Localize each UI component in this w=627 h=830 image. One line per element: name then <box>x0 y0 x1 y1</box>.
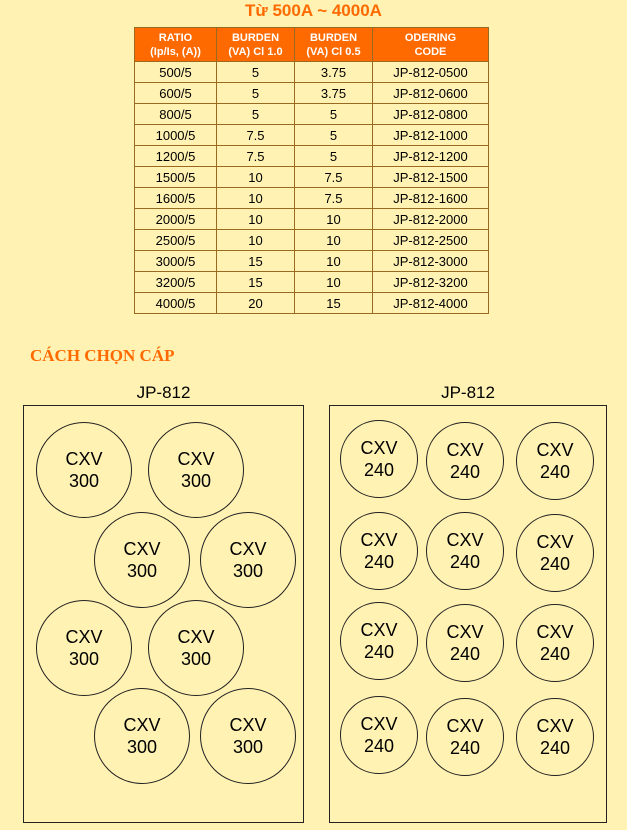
cell-burden-cl05: 5 <box>295 146 373 167</box>
cell-burden-cl10: 5 <box>217 62 295 83</box>
cable-size-label: 240 <box>539 554 571 574</box>
right-cable-circle <box>340 602 418 680</box>
cell-ordering-code: JP-812-4000 <box>373 293 489 314</box>
cable-type-label: CXV <box>65 627 103 647</box>
cable-type-label: CXV <box>536 622 574 642</box>
cell-burden-cl05: 10 <box>295 209 373 230</box>
table-row <box>135 146 489 167</box>
table-row <box>135 251 489 272</box>
cell-burden-cl10: 5 <box>217 104 295 125</box>
right-cable-circle <box>426 422 504 500</box>
cable-size-label: 300 <box>232 561 264 581</box>
cell-burden-cl05: 3.75 <box>295 62 373 83</box>
right-cable-circle <box>426 698 504 776</box>
right-cable-circle <box>426 512 504 590</box>
cell-burden-cl05: 3.75 <box>295 83 373 104</box>
cable-size-label: 240 <box>363 736 395 756</box>
cell-ratio: 4000/5 <box>135 293 217 314</box>
cable-type-label: CXV <box>446 440 484 460</box>
cell-ordering-code: JP-812-0600 <box>373 83 489 104</box>
cable-type-label: CXV <box>229 715 267 735</box>
table-header-row <box>135 28 489 62</box>
left-cable-circle <box>94 512 190 608</box>
cell-burden-cl05: 7.5 <box>295 188 373 209</box>
cable-size-label: 240 <box>363 642 395 662</box>
cell-ratio: 1000/5 <box>135 125 217 146</box>
cable-size-label: 240 <box>363 552 395 572</box>
left-cable-circle <box>200 512 296 608</box>
left-cable-circle <box>148 600 244 696</box>
cell-ratio: 3200/5 <box>135 272 217 293</box>
table-row <box>135 83 489 104</box>
cell-burden-cl10: 10 <box>217 230 295 251</box>
cell-burden-cl05: 5 <box>295 125 373 146</box>
right-cable-circle <box>516 604 594 682</box>
cell-burden-cl10: 20 <box>217 293 295 314</box>
cell-ratio: 1600/5 <box>135 188 217 209</box>
cable-size-label: 300 <box>68 471 100 491</box>
cable-size-label: 240 <box>539 738 571 758</box>
cell-burden-cl10: 10 <box>217 188 295 209</box>
cell-ratio: 2000/5 <box>135 209 217 230</box>
cable-type-label: CXV <box>360 530 398 550</box>
table-row <box>135 125 489 146</box>
cell-ordering-code: JP-812-0800 <box>373 104 489 125</box>
cell-ordering-code: JP-812-2500 <box>373 230 489 251</box>
table-row <box>135 62 489 83</box>
cable-type-label: CXV <box>65 449 103 469</box>
table-row <box>135 209 489 230</box>
right-cable-circle <box>516 422 594 500</box>
cable-type-label: CXV <box>446 716 484 736</box>
cell-ratio: 2500/5 <box>135 230 217 251</box>
cell-burden-cl05: 10 <box>295 230 373 251</box>
table-row <box>135 230 489 251</box>
cell-ratio: 1500/5 <box>135 167 217 188</box>
cable-type-label: CXV <box>123 539 161 559</box>
cable-size-label: 240 <box>539 644 571 664</box>
cell-ratio: 600/5 <box>135 83 217 104</box>
cell-burden-cl10: 10 <box>217 209 295 230</box>
cell-ordering-code: JP-812-1600 <box>373 188 489 209</box>
cable-type-label: CXV <box>123 715 161 735</box>
header-ordering-code: ODERING CODE <box>373 28 489 62</box>
cable-type-label: CXV <box>536 532 574 552</box>
cable-size-label: 240 <box>449 644 481 664</box>
cell-burden-cl05: 7.5 <box>295 167 373 188</box>
cable-type-label: CXV <box>536 716 574 736</box>
header-burden-cl10: BURDEN (VA) Cl 1.0 <box>217 28 295 62</box>
cable-type-label: CXV <box>446 622 484 642</box>
cable-type-label: CXV <box>229 539 267 559</box>
cable-diagram-right <box>329 405 607 823</box>
cable-size-label: 300 <box>180 471 212 491</box>
cell-ordering-code: JP-812-3200 <box>373 272 489 293</box>
cell-ordering-code: JP-812-1500 <box>373 167 489 188</box>
cell-burden-cl05: 10 <box>295 251 373 272</box>
cell-ratio: 500/5 <box>135 62 217 83</box>
cable-size-label: 300 <box>232 737 264 757</box>
left-cable-circle <box>36 600 132 696</box>
cell-burden-cl05: 15 <box>295 293 373 314</box>
section-title: CÁCH CHỌN CÁP <box>30 346 175 365</box>
cell-ordering-code: JP-812-1200 <box>373 146 489 167</box>
cell-burden-cl10: 15 <box>217 272 295 293</box>
cable-type-label: CXV <box>177 449 215 469</box>
right-cable-circle <box>340 420 418 498</box>
cable-size-label: 300 <box>68 649 100 669</box>
table-row <box>135 188 489 209</box>
header-burden-cl05: BURDEN (VA) Cl 0.5 <box>295 28 373 62</box>
cell-burden-cl05: 10 <box>295 272 373 293</box>
page-title: Từ 500A ~ 4000A <box>245 1 382 20</box>
right-cable-circle <box>426 604 504 682</box>
cell-burden-cl05: 5 <box>295 104 373 125</box>
cell-burden-cl10: 7.5 <box>217 125 295 146</box>
cable-diagram-left <box>23 405 304 823</box>
cell-burden-cl10: 15 <box>217 251 295 272</box>
cable-type-label: CXV <box>177 627 215 647</box>
cable-size-label: 240 <box>449 462 481 482</box>
right-cable-circle <box>340 512 418 590</box>
diagram-label-left: JP-812 <box>136 383 191 402</box>
cable-size-label: 240 <box>449 552 481 572</box>
table-row <box>135 272 489 293</box>
cable-type-label: CXV <box>446 530 484 550</box>
cell-burden-cl10: 5 <box>217 83 295 104</box>
left-cable-circle <box>148 422 244 518</box>
cell-ordering-code: JP-812-1000 <box>373 125 489 146</box>
cell-ratio: 1200/5 <box>135 146 217 167</box>
cable-type-label: CXV <box>360 620 398 640</box>
cell-burden-cl10: 7.5 <box>217 146 295 167</box>
cable-type-label: CXV <box>360 438 398 458</box>
right-cable-circle <box>340 696 418 774</box>
diagram-label-right: JP-812 <box>441 383 495 402</box>
cable-size-label: 240 <box>363 460 395 480</box>
ratio-table <box>134 27 489 314</box>
cell-ordering-code: JP-812-2000 <box>373 209 489 230</box>
cable-size-label: 300 <box>180 649 212 669</box>
cable-type-label: CXV <box>360 714 398 734</box>
cell-burden-cl10: 10 <box>217 167 295 188</box>
cell-ordering-code: JP-812-3000 <box>373 251 489 272</box>
cable-size-label: 300 <box>126 737 158 757</box>
table-row <box>135 167 489 188</box>
cable-size-label: 240 <box>449 738 481 758</box>
cable-type-label: CXV <box>536 440 574 460</box>
cell-ratio: 3000/5 <box>135 251 217 272</box>
cell-ratio: 800/5 <box>135 104 217 125</box>
cable-size-label: 240 <box>539 462 571 482</box>
right-cable-circle <box>516 698 594 776</box>
left-cable-circle <box>94 688 190 784</box>
header-ratio: RATIO (Ip/Is, (A)) <box>135 28 217 62</box>
cell-ordering-code: JP-812-0500 <box>373 62 489 83</box>
right-cable-circle <box>516 514 594 592</box>
table-row <box>135 104 489 125</box>
table-row <box>135 293 489 314</box>
left-cable-circle <box>36 422 132 518</box>
left-cable-circle <box>200 688 296 784</box>
cable-size-label: 300 <box>126 561 158 581</box>
